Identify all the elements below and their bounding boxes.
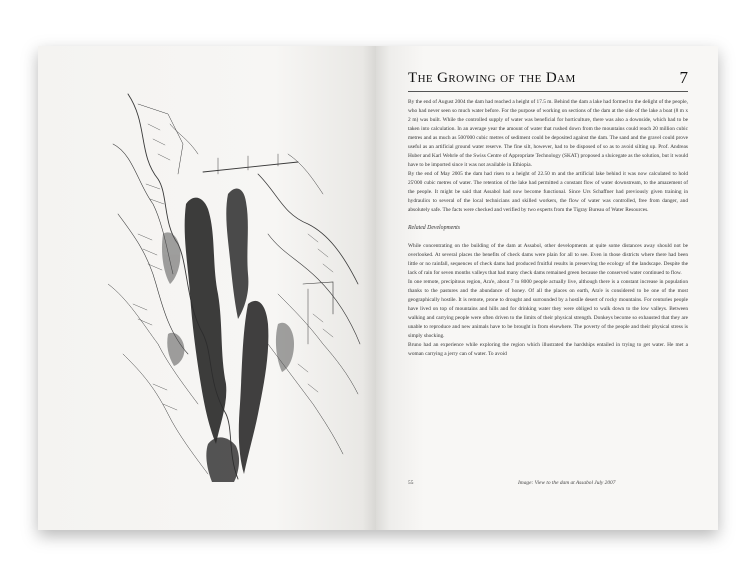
page-footer (408, 480, 688, 490)
book-spread (38, 46, 718, 530)
page-folio: 55 (408, 480, 414, 486)
header-rule (408, 91, 688, 92)
paragraph: Bruno had an experience while exploring the region which illustrated the hardships entailed in trying to get water. He met a woman carrying a jerry can of water. To avoid (408, 342, 688, 357)
paragraph: In one remote, precipitous region, Ara'e, about 7 to 8000 people actually live, although there is a constant increase in population thanks to the pastures and the abundance of honey. Of all the places on earth, Ara'e is considered to be one of the most geographically hostile. It is remote, prone to drought and surrounded by a hostile desert of rocky mountains. For centuries people have lived on top of mountains and hills and for drinking water they were obliged to walk down to the low valleys. Between walking and carrying people were often driven to the limits of their physical strength. Donkeys become so exhausted that they are unable to reproduce and new animals have to be brought in from elsewhere. The poverty of the people and their physical stress is simply shocking. (408, 279, 688, 339)
subheading: Related Developments (408, 225, 460, 231)
page-header (408, 70, 688, 92)
paragraph: By the end of May 2005 the dam had risen to a height of 22.50 m and the artificial lake behind it was now calculated to hold 25'000 cubic metres of water. The retention of the lake had permitted a constant flow of water downstream, to the amazement of the people. It might be said that Assabol had now become functional. Since Urs Schaffner had previously given training in hydraulics to several of the local technicians and skilled workers, the flow of water was controlled, free from danger, and absolutely safe. The facts were checked and verified by two experts from the Tigray Bureau of Water Resources. (408, 171, 688, 213)
left-page (38, 46, 376, 530)
image-caption: Image: View to the dam at Assabol July 2007 (518, 480, 616, 486)
chapter-title: The Growing of the Dam (408, 70, 576, 86)
dam-sketch-illustration (108, 84, 364, 484)
paragraph: By the end of August 2004 the dam had reached a height of 17.5 m. Behind the dam a lake had formed to the delight of the people, who had never seen so much water before. For the purpose of working on sections of the dam at the side of the lake a boat (8 m x 2 m) was built. While the controlled supply of water was beneficial for horticulture, there was also a downside, which had to be taken into calculation. In an average year the amount of water that rushed down from the mountains could reach 20 million cubic metres and as much as 500'000 cubic metres of sediment could be deposited against the dam. The sand and the gravel could prove useful as an artificial ground water reserve. The fine silt, however, had to be disposed of so as to avoid silting up. Prof. Andreas Huber and Karl Wehrle of the Swiss Centre of Appropriate Technology (SKAT) proposed a sluicegate as the solution, but it would have to be imported since it was not available in Ethiopia. (408, 99, 688, 168)
right-page (376, 46, 718, 530)
body-text (408, 98, 688, 359)
paragraph: While concentrating on the building of the dam at Assabol, other developments at quite some distances away should not be overlooked. At several places the benefits of check dams were plain for all to see. Even in those districts where there had been little or no rainfall, sequences of check dams had produced fruitful results in preserving the ecology of the landscape. Despite the lack of rain for seven months valleys that had many check dams remained green because the conserved water continued to flow. (408, 243, 688, 276)
chapter-number: 7 (679, 68, 688, 87)
